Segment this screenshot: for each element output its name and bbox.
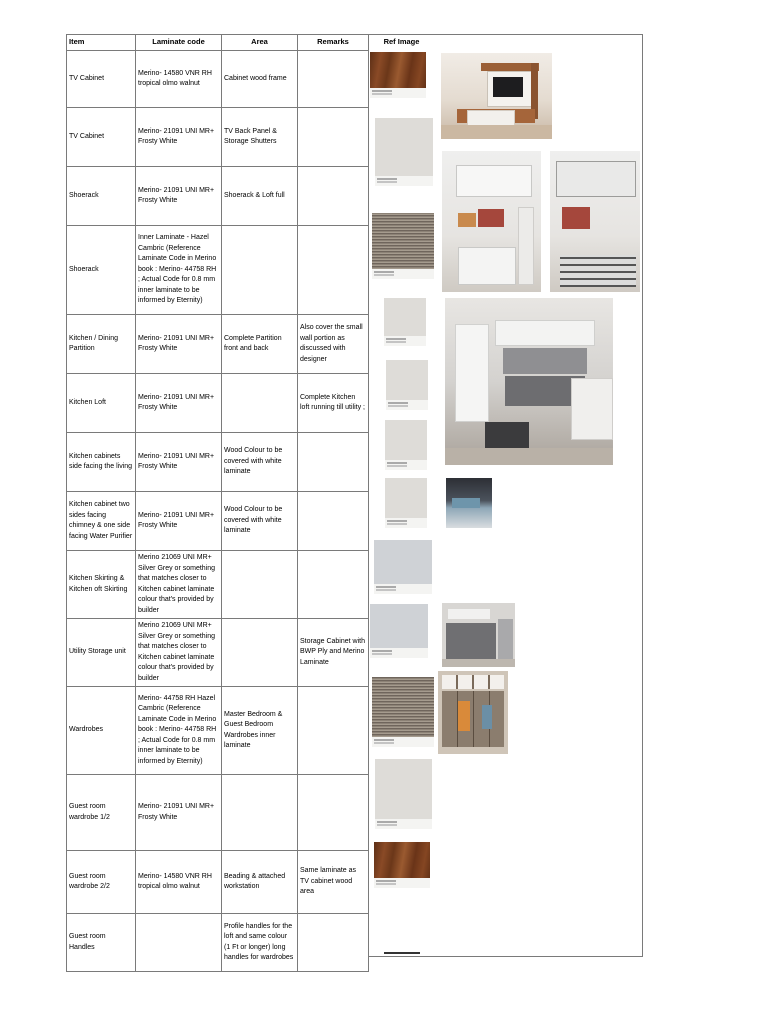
swatch-walnut-image — [370, 52, 426, 98]
cell-laminate: Merino- 21091 UNI MR+ Frosty White — [136, 167, 222, 226]
shoerack-render-image — [442, 151, 541, 292]
cell-remarks — [298, 775, 369, 851]
cell-laminate: Inner Laminate - Hazel Cambric (Reference Laminate Code in Merino book : Merino- 44758 RH ; Actual Code for 0.8 mm inner laminate to be informed by Eternity) — [136, 226, 222, 315]
cell-area: Wood Colour to be covered with white laminate — [222, 433, 298, 492]
cell-remarks — [298, 551, 369, 619]
utility-storage-render-image — [442, 603, 515, 667]
cell-remarks — [298, 226, 369, 315]
swatch-frosty-white-image — [385, 478, 427, 528]
cell-remarks — [298, 492, 369, 551]
header-area: Area — [222, 35, 298, 51]
cell-item: Utility Storage unit — [67, 619, 136, 687]
cell-remarks — [298, 687, 369, 775]
swatch-hazel-cambric-image — [372, 677, 434, 747]
cell-laminate: Merino- 21091 UNI MR+ Frosty White — [136, 108, 222, 167]
cell-laminate: Merino- 21091 UNI MR+ Frosty White — [136, 374, 222, 433]
header-remarks: Remarks — [298, 35, 369, 51]
cell-remarks: Storage Cabinet with BWP Ply and Merino Laminate — [298, 619, 369, 687]
cell-laminate: Merino- 44758 RH Hazel Cambric (Reference Laminate Code in Merino book : Merino- 44758 RH ; Actual Code for 0.8 mm inner laminate to be informed by Eternity) — [136, 687, 222, 775]
swatch-walnut-image — [374, 842, 430, 888]
swatch-frosty-white-image — [386, 360, 428, 410]
cell-item: Guest room wardrobe 1/2 — [67, 775, 136, 851]
cell-remarks: Same laminate as TV cabinet wood area — [298, 851, 369, 914]
cell-remarks — [298, 167, 369, 226]
cell-remarks — [298, 51, 369, 108]
cell-remarks — [298, 914, 369, 972]
kitchen-render-image — [445, 298, 613, 465]
cell-area — [222, 374, 298, 433]
header-laminate-code: Laminate code — [136, 35, 222, 51]
swatch-frosty-white-image — [385, 420, 427, 470]
swatch-frosty-white-image — [375, 759, 432, 829]
cell-area: Master Bedroom & Guest Bedroom Wardrobes inner laminate — [222, 687, 298, 775]
cell-laminate: Merino- 21091 UNI MR+ Frosty White — [136, 492, 222, 551]
header-row — [67, 35, 435, 51]
cell-laminate: Merino- 21091 UNI MR+ Frosty White — [136, 433, 222, 492]
cell-item: Guest room Handles — [67, 914, 136, 972]
cell-area: TV Back Panel & Storage Shutters — [222, 108, 298, 167]
cell-item: Wardrobes — [67, 687, 136, 775]
cell-remarks: Also cover the small wall portion as discussed with designer — [298, 315, 369, 374]
cell-item: Kitchen cabinets side facing the living — [67, 433, 136, 492]
cell-area: Complete Partition front and back — [222, 315, 298, 374]
cell-area — [222, 551, 298, 619]
header-ref-image: Ref Image — [383, 37, 420, 47]
cell-area: Beading & attached workstation — [222, 851, 298, 914]
cell-remarks — [298, 108, 369, 167]
cell-ref — [369, 914, 435, 972]
swatch-silver-grey-image — [370, 604, 428, 658]
cell-item: TV Cabinet — [67, 51, 136, 108]
cell-item: Kitchen Loft — [67, 374, 136, 433]
cell-item: Guest room wardrobe 2/2 — [67, 851, 136, 914]
cell-laminate: Merino 21069 UNI MR+ Silver Grey or something that matches closer to Kitchen cabinet laminate colour that's provided by builder — [136, 619, 222, 687]
swatch-silver-grey-image — [374, 540, 432, 594]
cell-laminate — [136, 914, 222, 972]
cell-laminate: Merino 21069 UNI MR+ Silver Grey or something that matches closer to Kitchen cabinet laminate colour that's provided by builder — [136, 551, 222, 619]
shoerack-open-render-image — [550, 151, 640, 292]
cell-remarks — [298, 433, 369, 492]
cell-item: Shoerack — [67, 226, 136, 315]
cell-item: Kitchen Skirting & Kitchen oft Skirting — [67, 551, 136, 619]
cell-area: Wood Colour to be covered with white laminate — [222, 492, 298, 551]
table-row — [67, 374, 435, 433]
cell-remarks: Complete Kitchen loft running till utility ; — [298, 374, 369, 433]
wardrobe-render-image — [438, 671, 508, 754]
table-row — [67, 914, 435, 972]
divider — [384, 952, 420, 954]
water-purifier-photo-image — [446, 478, 492, 528]
cell-laminate: Merino- 14580 VNR RH tropical olmo walnut — [136, 51, 222, 108]
cell-item: Kitchen cabinet two sides facing chimney & one side facing Water Purifier — [67, 492, 136, 551]
cell-item: Kitchen / Dining Partition — [67, 315, 136, 374]
cell-item: TV Cabinet — [67, 108, 136, 167]
cell-area — [222, 775, 298, 851]
cell-item: Shoerack — [67, 167, 136, 226]
swatch-frosty-white-image — [375, 118, 433, 186]
cell-area — [222, 619, 298, 687]
swatch-hazel-cambric-image — [372, 213, 434, 279]
table-row — [67, 433, 435, 492]
cell-area: Shoerack & Loft full — [222, 167, 298, 226]
cell-laminate: Merino- 21091 UNI MR+ Frosty White — [136, 775, 222, 851]
swatch-frosty-white-image — [384, 298, 426, 346]
cell-laminate: Merino- 21091 UNI MR+ Frosty White — [136, 315, 222, 374]
cell-area: Profile handles for the loft and same colour (1 Ft or longer) long handles for wardrobes — [222, 914, 298, 972]
tv-cabinet-render-image — [441, 53, 552, 139]
cell-laminate: Merino- 14580 VNR RH tropical olmo walnut — [136, 851, 222, 914]
table-row — [67, 315, 435, 374]
header-item: Item — [67, 35, 136, 51]
cell-area — [222, 226, 298, 315]
cell-area: Cabinet wood frame — [222, 51, 298, 108]
